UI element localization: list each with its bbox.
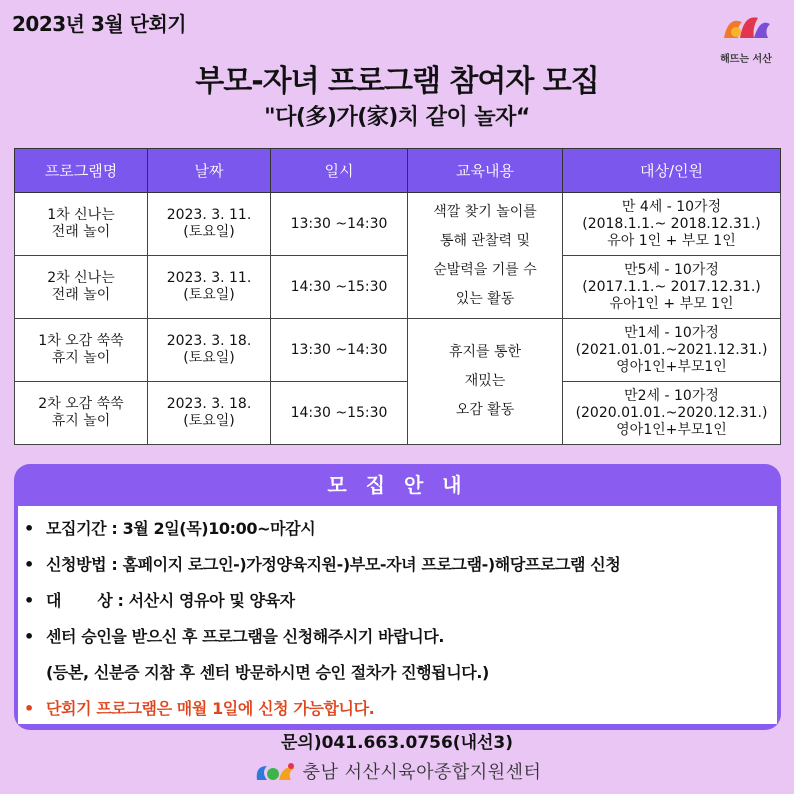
table-header-row (15, 149, 781, 193)
header-time: 일시 (271, 149, 408, 193)
date-cell: 2023. 3. 18. (토요일) (148, 319, 271, 382)
recruitment-guide-box (14, 464, 781, 730)
header-target: 대상/인원 (563, 149, 781, 193)
content-cell: 휴지를 통한 재밌는 오감 활동 (408, 319, 563, 445)
target-cell: 만 4세 - 10가정 (2018.1.1.~ 2018.12.31.) 유아 1인 + 부모 1인 (563, 193, 781, 256)
table-row (15, 382, 781, 445)
guide-title: 모 집 안 내 (327, 473, 468, 497)
table-row (15, 256, 781, 319)
header-program-name: 프로그램명 (15, 149, 148, 193)
bullet-icon: • (24, 699, 34, 718)
target-cell: 만1세 - 10가정 (2021.01.01.~2021.12.31.) 영아1인+부모1인 (563, 319, 781, 382)
program-name-cell: 1차 오감 쑥쑥 휴지 놀이 (15, 319, 148, 382)
sub-title: "다(多)가(家)치 같이 놀자“ (264, 105, 530, 130)
date-cell: 2023. 3. 18. (토요일) (148, 382, 271, 445)
guide-item-target: • 대 상 : 서산시 영유아 및 양육자 (24, 586, 771, 622)
program-name-cell: 2차 신나는 전래 놀이 (15, 256, 148, 319)
guide-item-monthly-notice: • 단회기 프로그램은 매월 1일에 신청 가능합니다. (24, 694, 771, 730)
time-cell: 14:30 ~15:30 (271, 382, 408, 445)
guide-body (18, 506, 777, 724)
table-row (15, 193, 781, 256)
main-title: 부모-자녀 프로그램 참여자 모집 (195, 64, 599, 99)
guide-item-approval: • 센터 승인을 받으신 후 프로그램을 신청해주시기 바랍니다. (24, 622, 771, 658)
time-cell: 13:30 ~14:30 (271, 319, 408, 382)
time-cell: 13:30 ~14:30 (271, 193, 408, 256)
target-cell: 만5세 - 10가정 (2017.1.1.~ 2017.12.31.) 유아1인 + 부모 1인 (563, 256, 781, 319)
center-logo-icon (253, 760, 297, 786)
center-footer (0, 758, 794, 786)
program-name-cell: 1차 신나는 전래 놀이 (15, 193, 148, 256)
bullet-icon: • (24, 519, 34, 538)
target-cell: 만2세 - 10가정 (2020.01.01.~2020.12.31.) 영아1인+부모1인 (563, 382, 781, 445)
bullet-icon: • (24, 555, 34, 574)
content-cell: 색깔 찾기 놀이를 통해 관찰력 및 순발력을 기를 수 있는 활동 (408, 193, 563, 319)
time-cell: 14:30 ~15:30 (271, 256, 408, 319)
logo-text: 해뜨는 서산 (720, 54, 772, 65)
center-name: 충남 서산시육아종합지원센터 (302, 762, 542, 783)
date-cell: 2023. 3. 11. (토요일) (148, 256, 271, 319)
bullet-icon: • (24, 627, 34, 646)
program-name-cell: 2차 오감 쑥쑥 휴지 놀이 (15, 382, 148, 445)
bullet-icon: • (24, 591, 34, 610)
sun-logo-icon (718, 8, 774, 48)
program-schedule-table (14, 148, 781, 445)
contact-info: 문의)041.663.0756(내선3) (280, 733, 514, 753)
guide-item-method: • 신청방법 : 홈페이지 로그인-)가정양육지원-)부모-자녀 프로그램-)해당프로그램 신청 (24, 550, 771, 586)
guide-item-period: • 모집기간 : 3월 2일(목)10:00~마감시 (24, 514, 771, 550)
header-date: 날짜 (148, 149, 271, 193)
date-cell: 2023. 3. 11. (토요일) (148, 193, 271, 256)
term-title: 2023년 3월 단회기 (12, 12, 187, 36)
header-content: 교육내용 (408, 149, 563, 193)
guide-item-approval-note: (등본, 신분증 지참 후 센터 방문하시면 승인 절차가 진행됩니다.) (46, 663, 489, 682)
table-row (15, 319, 781, 382)
